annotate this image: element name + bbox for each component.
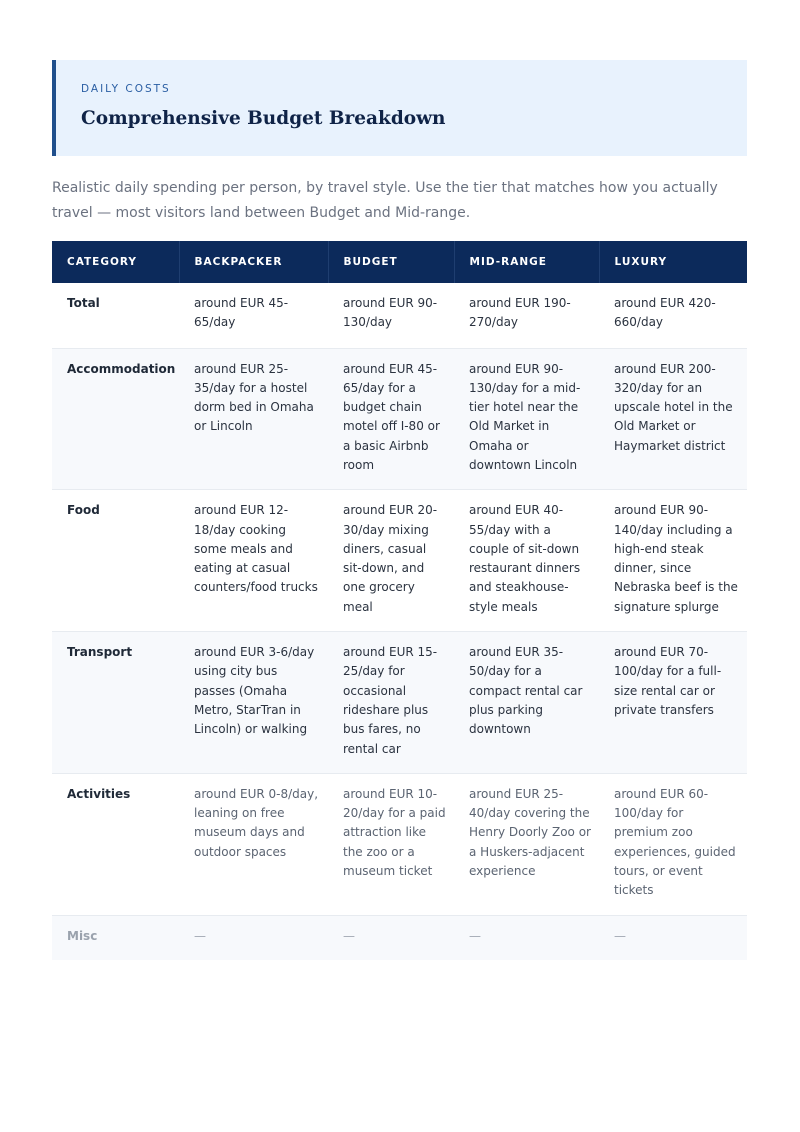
cell-midrange: — [469, 928, 481, 943]
cell-backpacker: around EUR 45-65/day [194, 296, 289, 330]
cell-midrange: around EUR 25-40/day covering the Henry Doorly Zoo or a Huskers-adjacent experience [469, 786, 591, 879]
column-header-backpacker: BACKPACKER [179, 241, 328, 283]
table-header-row [52, 241, 747, 283]
table-row-misc [52, 915, 747, 960]
table-row-total [52, 283, 747, 348]
cell-midrange: around EUR 35-50/day for a compact rental car plus parking downtown [469, 645, 583, 737]
section-header [52, 60, 747, 156]
cell-luxury: around EUR 70-100/day for a full-size rental car or private transfers [614, 645, 722, 717]
column-header-budget: BUDGET [328, 241, 454, 283]
cell-backpacker: around EUR 25-35/day for a hostel dorm bed in Omaha or Lincoln [194, 361, 314, 434]
cell-budget: around EUR 90-130/day [343, 296, 438, 330]
cell-backpacker: — [194, 928, 206, 943]
cell-budget: around EUR 45-65/day for a budget chain motel off I-80 or a basic Airbnb room [343, 361, 440, 472]
column-header-midrange: MID-RANGE [454, 241, 599, 283]
intro-paragraph: Realistic daily spending per person, by travel style. Use the tier that matches how you actually travel — most visitors land between Budget and Mid-range. [52, 180, 718, 221]
table-row-activities [52, 773, 747, 915]
row-category: Total [67, 296, 100, 310]
cell-backpacker: around EUR 0-8/day, leaning on free museum days and outdoor spaces [194, 786, 319, 859]
section-eyebrow: DAILY COSTS [81, 83, 171, 95]
cell-budget: — [343, 928, 355, 943]
cell-midrange: around EUR 40-55/day with a couple of sit-down restaurant dinners and steakhouse-style meals [469, 503, 581, 614]
cell-midrange: around EUR 190-270/day [469, 296, 571, 330]
cell-budget: around EUR 10-20/day for a paid attraction like the zoo or a museum ticket [343, 786, 446, 879]
cell-backpacker: around EUR 3-6/day using city bus passes (Omaha Metro, StarTran in Lincoln) or walking [194, 645, 315, 737]
cell-luxury: — [614, 928, 626, 943]
row-category: Food [67, 503, 100, 518]
row-category: Accommodation [67, 361, 176, 376]
row-category: Transport [67, 645, 133, 660]
row-category: Misc [67, 928, 98, 943]
cell-budget: around EUR 20-30/day mixing diners, casual sit-down, and one grocery meal [343, 503, 438, 614]
column-header-category: CATEGORY [52, 241, 179, 283]
table-row-food [52, 490, 747, 632]
cell-luxury: around EUR 420-660/day [614, 296, 716, 330]
cell-midrange: around EUR 90-130/day for a mid-tier hotel near the Old Market in Omaha or downtown Lincoln [469, 361, 581, 472]
cell-luxury: around EUR 200-320/day for an upscale hotel in the Old Market or Haymarket district [614, 361, 733, 453]
table-row-accommodation [52, 348, 747, 490]
row-category: Activities [67, 786, 131, 801]
cell-luxury: around EUR 90-140/day including a high-end steak dinner, since Nebraska beef is the signature splurge [614, 503, 738, 614]
cell-luxury: around EUR 60-100/day for premium zoo experiences, guided tours, or event tickets [614, 786, 736, 898]
cell-budget: around EUR 15-25/day for occasional rideshare plus bus fares, no rental car [343, 645, 438, 756]
table-row-transport [52, 632, 747, 774]
budget-table [52, 241, 747, 960]
column-header-luxury: LUXURY [599, 241, 747, 283]
cell-backpacker: around EUR 12-18/day cooking some meals and eating at casual counters/food trucks [194, 503, 318, 595]
page-title: Comprehensive Budget Breakdown [81, 108, 446, 129]
